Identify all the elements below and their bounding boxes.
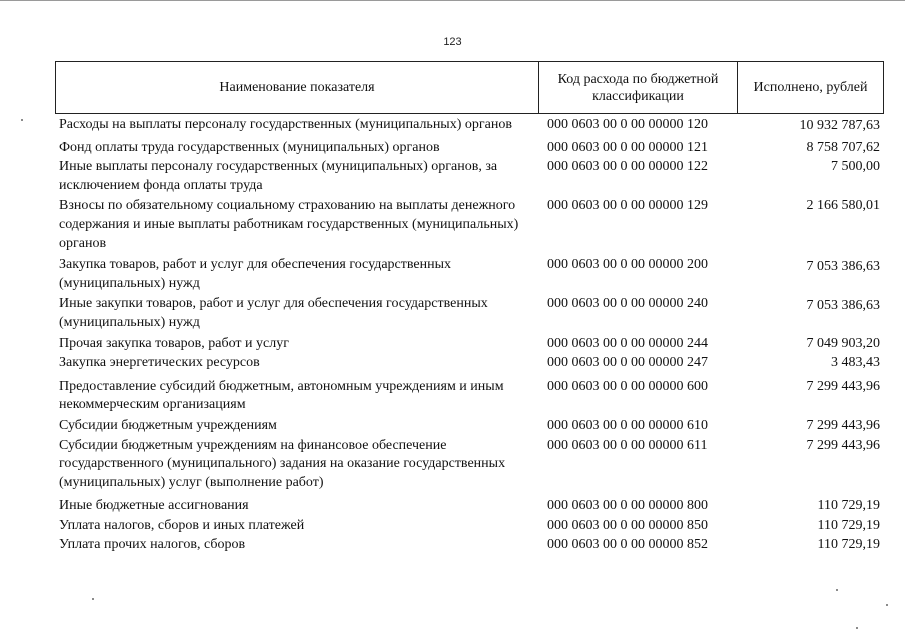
row-amount: 7 500,00 — [831, 159, 880, 175]
row-amount: 7 299 443,96 — [806, 437, 880, 453]
row-code: 000 0603 00 0 00 00000 120 — [547, 117, 708, 132]
row-code: 000 0603 00 0 00 00000 611 — [547, 437, 708, 453]
table-row — [55, 354, 884, 373]
row-amount: 110 729,19 — [817, 537, 880, 553]
header-name: Наименование показателя — [56, 62, 539, 113]
table-row — [55, 158, 884, 195]
table-row — [55, 295, 884, 332]
table-row — [55, 437, 884, 493]
row-code: 000 0603 00 0 00 00000 610 — [547, 417, 708, 433]
scan-speck — [21, 119, 23, 121]
row-name: Взносы по обязательному социальному страхованию на выплаты денежного содержания и иные выплаты работникам государственных (муниципальных) органов — [59, 198, 519, 251]
row-name: Фонд оплаты труда государственных (муниципальных) органов — [59, 139, 440, 155]
table-row — [55, 197, 884, 253]
table-row — [55, 536, 884, 555]
table-row — [55, 517, 884, 536]
top-edge-rule — [0, 0, 905, 1]
header-amount: Исполнено, рублей — [753, 80, 868, 95]
row-name: Иные бюджетные ассигнования — [59, 498, 249, 514]
row-amount: 7 053 386,63 — [806, 298, 880, 314]
page-number: 123 — [443, 36, 462, 48]
row-amount: 10 932 787,63 — [799, 118, 880, 133]
row-name: Закупка товаров, работ и услуг для обеспечения государственных (муниципальных) нужд — [59, 257, 452, 291]
row-name: Иные выплаты персоналу государственных (муниципальных) органов, за исключением фонда оплаты труда — [59, 159, 498, 193]
row-code: 000 0603 00 0 00 00000 247 — [547, 355, 708, 371]
table-body — [55, 116, 884, 555]
row-amount: 110 729,19 — [817, 517, 880, 533]
row-code: 000 0603 00 0 00 00000 852 — [547, 537, 708, 553]
row-name: Уплата прочих налогов, сборов — [59, 537, 246, 553]
row-name: Расходы на выплаты персоналу государственных (муниципальных) органов — [59, 117, 512, 132]
row-amount: 7 299 443,96 — [806, 378, 880, 394]
row-code: 000 0603 00 0 00 00000 240 — [547, 296, 708, 312]
row-code: 000 0603 00 0 00 00000 800 — [547, 498, 708, 514]
scan-speck — [886, 604, 888, 606]
scan-speck — [836, 589, 838, 591]
table-row — [55, 497, 884, 516]
row-amount: 8 758 707,62 — [806, 139, 880, 155]
scan-speck — [856, 627, 858, 629]
table-row — [55, 335, 884, 354]
row-code: 000 0603 00 0 00 00000 122 — [547, 159, 708, 175]
row-amount: 7 299 443,96 — [806, 417, 880, 433]
row-amount: 2 166 580,01 — [806, 198, 880, 214]
table-row — [55, 116, 884, 136]
table-row — [55, 417, 884, 436]
table-row — [55, 139, 884, 158]
row-code: 000 0603 00 0 00 00000 850 — [547, 517, 708, 533]
table-row — [55, 256, 884, 293]
row-name: Иные закупки товаров, работ и услуг для обеспечения государственных (муниципальных) нужд — [59, 296, 488, 330]
header-code: Код расхода по бюджетной классификации — [539, 62, 738, 113]
scan-speck — [92, 598, 94, 600]
row-name: Закупка энергетических ресурсов — [59, 355, 260, 371]
row-amount: 110 729,19 — [817, 498, 880, 514]
row-amount: 7 053 386,63 — [806, 259, 880, 275]
row-code: 000 0603 00 0 00 00000 244 — [547, 335, 708, 351]
row-amount: 7 049 903,20 — [806, 335, 880, 351]
row-code: 000 0603 00 0 00 00000 129 — [547, 198, 708, 214]
row-code: 000 0603 00 0 00 00000 200 — [547, 257, 708, 273]
row-name: Субсидии бюджетным учреждениям на финансовое обеспечение государственного (муниципального) задания на оказание государственных (муниципальных) услуг (выполнение работ) — [59, 437, 506, 490]
row-name: Предоставление субсидий бюджетным, автономным учреждениям и иным некоммерческим организациям — [59, 378, 504, 413]
table-header — [55, 61, 884, 114]
row-amount: 3 483,43 — [831, 355, 880, 371]
row-name: Субсидии бюджетным учреждениям — [59, 417, 277, 433]
row-name: Уплата налогов, сборов и иных платежей — [59, 517, 305, 533]
row-code: 000 0603 00 0 00 00000 600 — [547, 378, 708, 394]
row-name: Прочая закупка товаров, работ и услуг — [59, 335, 289, 351]
row-code: 000 0603 00 0 00 00000 121 — [547, 139, 708, 155]
table-row — [55, 378, 884, 415]
